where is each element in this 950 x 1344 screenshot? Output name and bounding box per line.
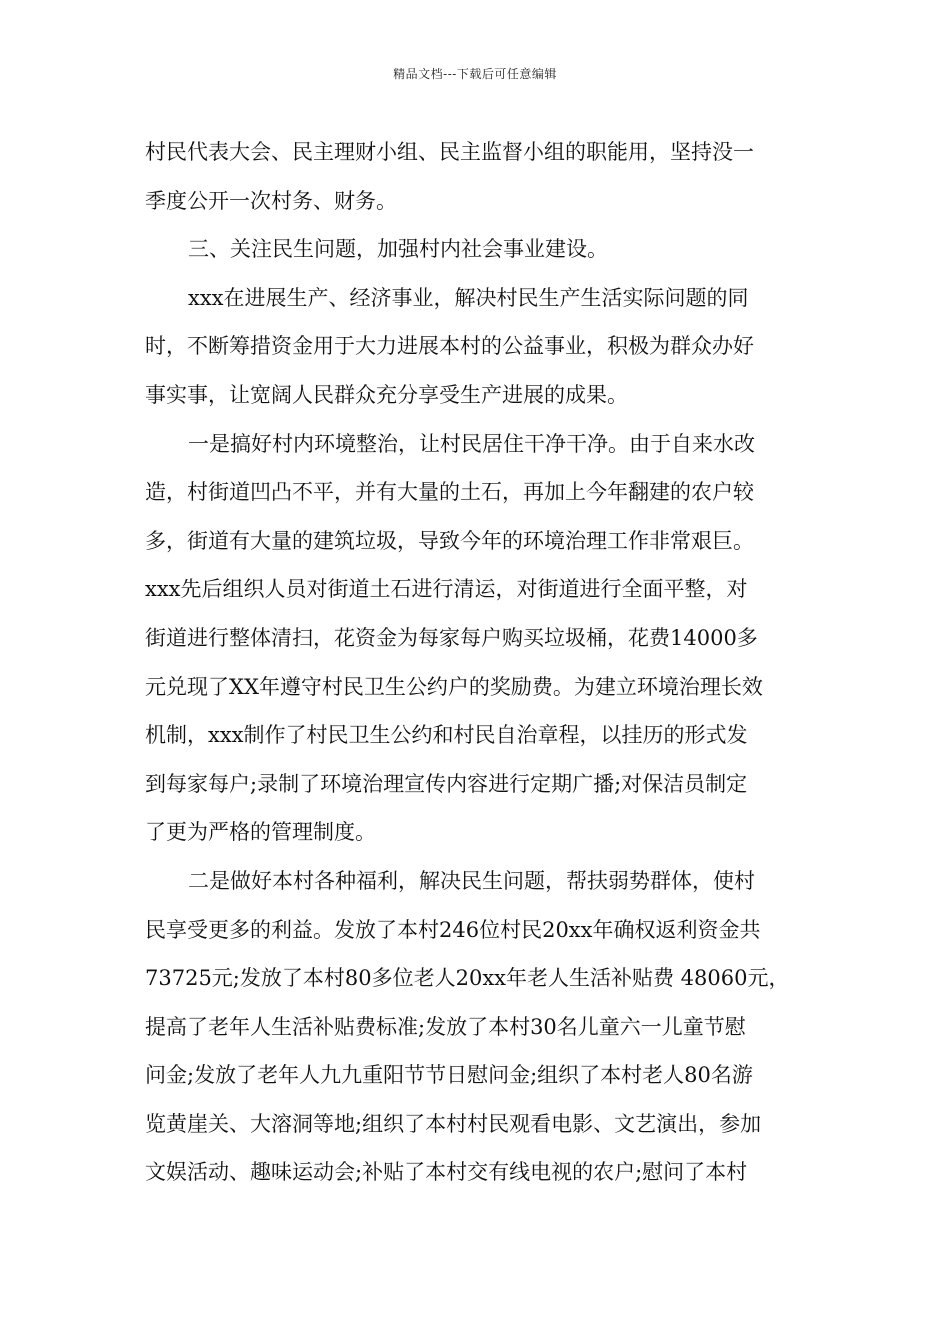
body-text [145, 128, 815, 1197]
text-line: 季度公开一次村务、财务。 [145, 188, 397, 213]
text-line: 机制，xxx制作了村民卫生公约和村民自治章程，以挂历的形式发 [145, 723, 748, 748]
text-line: 了更为严格的管理制度。 [145, 820, 376, 845]
text-line: 览黄崖关、大溶洞等地;组织了本村村民观看电影、文艺演出，参加 [145, 1111, 762, 1136]
section-heading: 三、关注民生问题，加强村内社会事业建设。 [188, 237, 608, 262]
text-line: 元兑现了XX年遵守村民卫生公约户的奖励费。为建立环境治理长效 [145, 674, 763, 699]
text-line: 时，不断筹措资金用于大力进展本村的公益事业，积极为群众办好 [145, 334, 754, 359]
text-line: 到每家每户;录制了环境治理宣传内容进行定期广播;对保洁员制定 [145, 771, 748, 796]
text-line: 73725元;发放了本村80多位老人20xx年老人生活补贴费 48060元， [145, 966, 790, 991]
page-header: 精品文档---下载后可任意编辑 [393, 67, 557, 81]
text-line: 村民代表大会、民主理财小组、民主监督小组的职能用，坚持没一 [145, 140, 754, 164]
text-line: 问金;发放了老年人九九重阳节节日慰问金;组织了本村老人80名游 [145, 1063, 753, 1088]
text-line: 文娱活动、趣味运动会;补贴了本村交有线电视的农户;慰问了本村 [145, 1160, 748, 1185]
text-line: 造，村街道凹凸不平，并有大量的土石，再加上今年翻建的农户较 [145, 480, 754, 505]
text-line: 二是做好本村各种福利，解决民生问题，帮扶弱势群体，使村 [188, 868, 755, 893]
text-line: 一是搞好村内环境整治，让村民居住干净干净。由于自来水改 [188, 431, 755, 456]
text-line: xxx先后组织人员对街道土石进行清运，对街道进行全面平整，对 [145, 577, 748, 602]
text-line: xxx在进展生产、经济事业，解决村民生产生活实际问题的同 [188, 285, 749, 310]
text-line: 事实事，让宽阔人民群众充分享受生产进展的成果。 [145, 382, 628, 407]
text-line: 民享受更多的利益。发放了本村246位村民20xx年确权返利资金共 [145, 917, 761, 942]
text-line: 街道进行整体清扫，花资金为每家每户购买垃圾桶，花费14000多 [145, 625, 758, 650]
text-line: 多，街道有大量的建筑垃圾，导致今年的环境治理工作非常艰巨。 [145, 528, 754, 553]
text-line: 提高了老年人生活补贴费标准;发放了本村30名儿童六一儿童节慰 [145, 1014, 746, 1039]
